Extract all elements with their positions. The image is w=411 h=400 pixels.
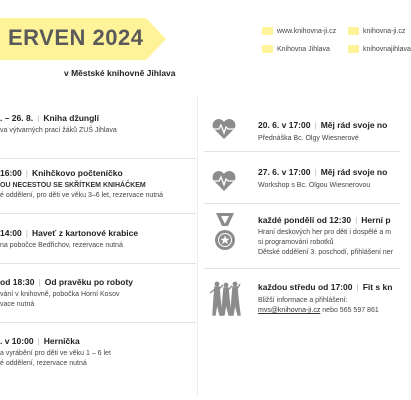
row-separator <box>204 203 400 204</box>
event-right-3: každé pondělí od 12:30 | Herní p Hraní deskových her pro děti i dospělé a m si programování robotků Dětské oddělení 3. poschodí, přihlášení ner <box>258 215 394 256</box>
event-left-2: 16:00 | Knihčkovo počteníčko OU NECESTOU SE SKŘÍTKEM KNIHÁČKEM é oddělení, pro děti ve věku 3–6 let, rezervace nutná <box>0 168 164 199</box>
event-left-3: 14:00 | Haveť z kartonové krabice na pobočce Bedřichov, rezervace nutná <box>0 228 139 249</box>
contact-facebook-text: Knihovna Jihlava <box>277 45 330 53</box>
contact-web[interactable] <box>262 27 336 35</box>
contact-facebook[interactable] <box>262 45 330 53</box>
row-separator <box>0 158 196 159</box>
event-name: Fit s kn <box>362 282 393 292</box>
instagram-icon <box>348 45 359 53</box>
contact-web-text: www.knihovna-ji.cz <box>277 27 337 35</box>
column-divider <box>197 96 198 396</box>
event-left-5: . v 10:00 | Herníčka a vyrábění pro děti ve věku 1 – 6 let é oddělení, rezervace nutná <box>0 336 111 367</box>
row-separator <box>0 322 196 323</box>
web-icon <box>348 27 359 35</box>
event-name: Měj rád svoje no <box>320 120 388 130</box>
event-name: Měj rád svoje no <box>320 167 388 177</box>
heart-pulse-icon <box>211 170 237 192</box>
row-separator <box>0 213 196 214</box>
page-subtitle: v Městské knihovně Jihlava <box>64 68 176 78</box>
event-name: Herní p <box>361 215 391 225</box>
header-banner <box>0 18 166 60</box>
event-left-4: od 18:30 | Od pravěku po roboty vání v knihovně, pobočka Horní Kosov vace nutná <box>0 277 134 308</box>
row-separator <box>0 263 196 264</box>
heart-pulse-icon <box>211 118 237 140</box>
contact-site[interactable] <box>348 27 405 35</box>
page-title: ERVEN 2024 <box>8 25 144 50</box>
contact-instagram[interactable] <box>348 45 411 53</box>
event-name: Haveť z kartonové krabice <box>31 228 139 238</box>
email-link[interactable]: mvs@knihovna-ji.cz <box>258 307 321 314</box>
row-separator <box>204 268 400 269</box>
event-right-4: každou středu od 17:00 | Fit s kn Bližší informace a přihlášení: mvs@knihovna-ji.cz nebo 565 597 861 <box>258 282 393 314</box>
event-name: Herníčka <box>43 336 80 346</box>
event-name: Od pravěku po roboty <box>44 277 134 287</box>
facebook-icon <box>262 45 273 53</box>
contact-instagram-text: knihovnajihlava <box>363 45 411 53</box>
event-right-1: 20. 6. v 17:00 | Měj rád svoje no Přednáška Bc. Olgy Wiesnerové <box>258 120 388 142</box>
medal-icon <box>214 213 236 253</box>
globe-icon <box>262 27 273 35</box>
event-left-1: . – 26. 8. | Kniha džunglí va výtvarných prací žáků ZUŠ Jihlava <box>0 113 117 134</box>
dancers-icon <box>210 281 240 317</box>
event-right-2: 27. 6. v 17:00 | Měj rád svoje no Workshop s Bc. Olgou Wiesnerovou <box>258 167 388 189</box>
event-name: Kniha džunglí <box>43 113 100 123</box>
row-separator <box>204 151 400 152</box>
contact-site-text: knihovna-ji.cz <box>363 27 406 35</box>
event-name: Knihčkovo počteníčko <box>31 168 123 178</box>
